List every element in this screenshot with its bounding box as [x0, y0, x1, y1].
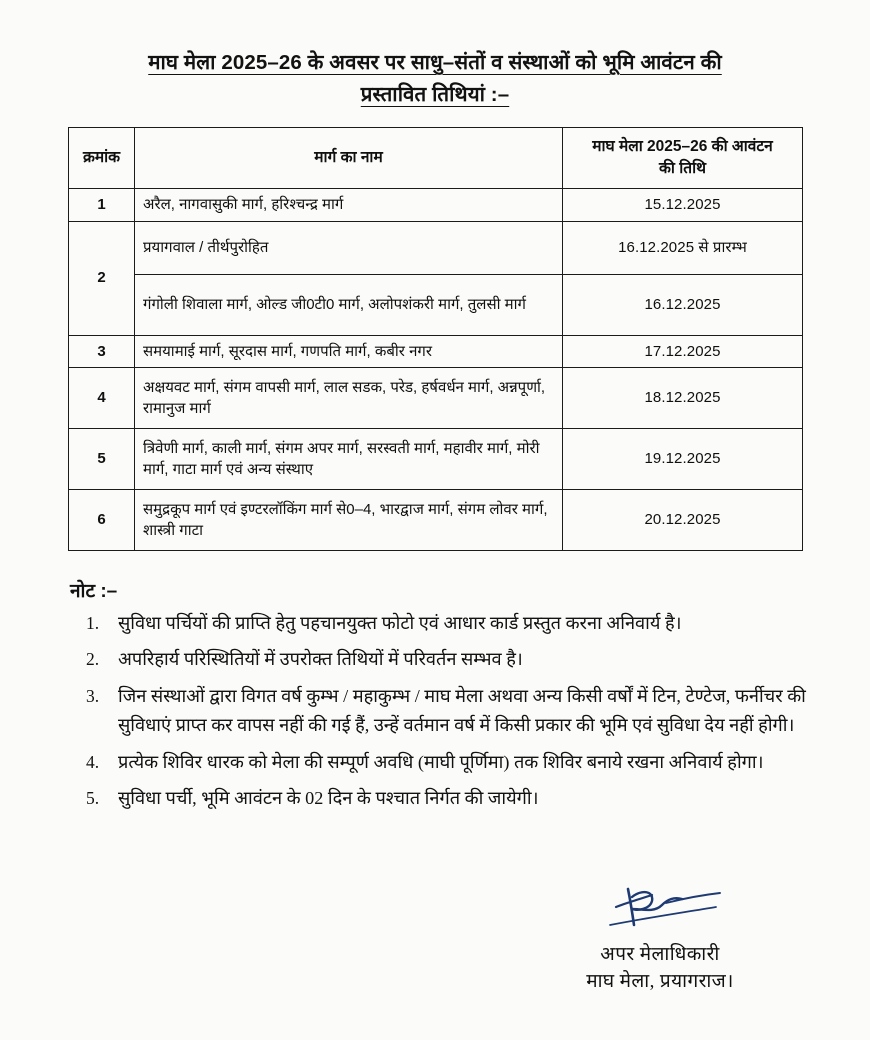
column-header-allotment-date	[563, 128, 803, 189]
notes-section	[0, 551, 870, 814]
column-header-date-line-1: माघ मेला 2025–26 की आवंटन	[592, 138, 773, 156]
notes-heading: नोट :–	[70, 580, 118, 602]
cell-allotment-date: 19.12.2025	[563, 428, 803, 489]
cell-serial: 5	[69, 428, 135, 489]
cell-allotment-date: 17.12.2025	[563, 335, 803, 367]
cell-route-name: अक्षयवट मार्ग, संगम वापसी मार्ग, लाल सडक, परेड, हर्षवर्धन मार्ग, अन्नपूर्णा, रामानुज मार्ग	[135, 367, 563, 428]
note-item: प्रत्येक शिविर धारक को मेला की सम्पूर्ण अवधि (माघी पूर्णिमा) तक शिविर बनाये रखना अनिवार्य होगा।	[118, 751, 764, 772]
allotment-table-container	[0, 109, 870, 551]
table-row	[69, 221, 803, 274]
signature-designation: अपर मेलाधिकारी	[600, 943, 720, 965]
cell-allotment-date: 15.12.2025	[563, 189, 803, 221]
cell-serial: 2	[69, 221, 135, 335]
table-row	[69, 335, 803, 367]
title-line-secondary	[70, 80, 800, 109]
cell-route-name: प्रयागवाल / तीर्थपुरोहित	[135, 221, 563, 274]
table-row	[69, 367, 803, 428]
cell-serial: 1	[69, 189, 135, 221]
cell-allotment-date: 18.12.2025	[563, 367, 803, 428]
cell-serial: 4	[69, 367, 135, 428]
cell-route-name: गंगोली शिवाला मार्ग, ओल्ड जी0टी0 मार्ग, अलोपशंकरी मार्ग, तुलसी मार्ग	[135, 274, 563, 335]
notes-list	[70, 609, 820, 814]
handwritten-signature-icon	[570, 881, 750, 939]
table-header-row	[69, 128, 803, 189]
column-header-serial: क्रमांक	[69, 128, 135, 189]
note-item: सुविधा पर्चियों की प्राप्ति हेतु पहचानयुक्त फोटो एवं आधार कार्ड प्रस्तुत करना अनिवार्य है।	[118, 612, 682, 633]
cell-allotment-date: 16.12.2025 से प्रारम्भ	[563, 221, 803, 274]
column-header-route-name: मार्ग का नाम	[135, 128, 563, 189]
cell-serial: 3	[69, 335, 135, 367]
table-row	[69, 428, 803, 489]
cell-route-name: समुद्रकूप मार्ग एवं इण्टरलॉकिंग मार्ग से0–4, भारद्वाज मार्ग, संगम लोवर मार्ग, शास्त्री गाटा	[135, 489, 563, 550]
cell-allotment-date: 16.12.2025	[563, 274, 803, 335]
signature-block	[520, 881, 800, 996]
table-row	[69, 274, 803, 335]
signature-office: माघ मेला, प्रयागराज।	[586, 971, 734, 993]
column-header-date-line-2: की तिथि	[659, 160, 706, 178]
note-item: जिन संस्थाओं द्वारा विगत वर्ष कुम्भ / महाकुम्भ / माघ मेला अथवा अन्य किसी वर्षों में टिन, टेण्टेज, फर्नीचर की सुविधाएं प्राप्त कर वापस नहीं की गई हैं, उन्हें वर्तमान वर्ष में किसी प्रकार की भूमि एवं सुविधा देय नहीं होगी।	[118, 685, 806, 736]
table-row	[69, 489, 803, 550]
cell-route-name: त्रिवेणी मार्ग, काली मार्ग, संगम अपर मार्ग, सरस्वती मार्ग, महावीर मार्ग, मोरी मार्ग, गाटा मार्ग एवं अन्य संस्थाए	[135, 428, 563, 489]
title-line-secondary-text: प्रस्तावित तिथियां :–	[360, 83, 510, 107]
table-row	[69, 189, 803, 221]
note-item: अपरिहार्य परिस्थितियों में उपरोक्त तिथियों में परिवर्तन सम्भव है।	[118, 649, 523, 670]
cell-route-name: अरैल, नागवासुकी मार्ग, हरिश्चन्द्र मार्ग	[135, 189, 563, 221]
cell-allotment-date: 20.12.2025	[563, 489, 803, 550]
title-line-primary: माघ मेला 2025–26 के अवसर पर साधु–संतों व संस्थाओं को भूमि आवंटन की	[148, 51, 722, 74]
cell-serial: 6	[69, 489, 135, 550]
cell-route-name: समयामाई मार्ग, सूरदास मार्ग, गणपति मार्ग, कबीर नगर	[135, 335, 563, 367]
page-title	[0, 0, 870, 109]
note-item: सुविधा पर्ची, भूमि आवंटन के 02 दिन के पश्चात निर्गत की जायेगी।	[118, 788, 539, 809]
allotment-table	[68, 127, 803, 551]
